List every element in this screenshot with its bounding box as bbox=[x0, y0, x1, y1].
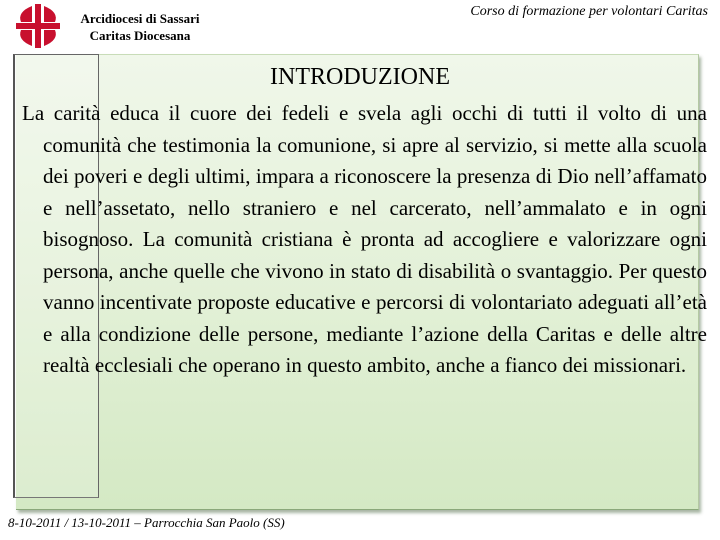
slide-body-text: La carità educa il cuore dei fedeli e svela agli occhi di tutti il volto di una comunità che testimonia la comunione, si apre al servizio, si mette alla scuola dei poveri e degli ultimi, impara a riconoscere la presenza di Dio nell’affamato e nell’assetato, nello straniero e nel carcerato, nell’ammalato e in ogni bisognoso. La comunità cristiana è pronta ad accogliere e valorizzare ogni persona, anche quelle che vivono in stato di disabilità o svantaggio. Per questo vanno incentivate proposte educative e percorsi di volontariato adeguati all’età e alla condizione delle persone, mediante l’azione della Caritas e delle altre realtà ecclesiali che operano in questo ambito, anche a fianco dei missionari. bbox=[22, 101, 707, 377]
caritas-cross-logo-icon bbox=[12, 2, 64, 50]
slide-title: INTRODUZIONE bbox=[270, 64, 450, 90]
footer-text: 8-10-2011 / 13-10-2011 – Parrocchia San Paolo (SS) bbox=[8, 515, 285, 530]
organization-line-1: Arcidiocesi di Sassari bbox=[80, 11, 200, 26]
organization-name bbox=[64, 10, 216, 44]
course-title: Corso di formazione per volontari Caritas bbox=[470, 4, 708, 19]
organization-line-2: Caritas Diocesana bbox=[89, 28, 191, 43]
